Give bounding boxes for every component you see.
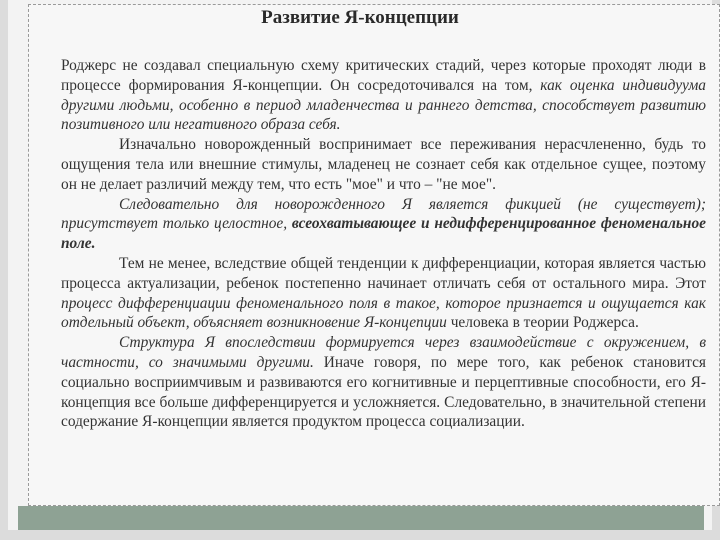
- paragraph-5: [61, 333, 706, 432]
- p5-plain: Иначе говоря, по мере того, как ребенок становится социально восприимчивым и развиваются его когнитивные и перцептивные способности, его Я-концепция все больше дифференцируется и усложняется. Следовательно, в значительной степени содержание Я-концепции является продуктом процесса социализации.: [61, 353, 706, 431]
- p5-italic: Структура Я впоследствии формируется через взаимодействие с окружением, в частности, со значимыми другими.: [61, 334, 706, 371]
- p3-bold: всеохватывающее и недифференцированное феноменальное поле.: [61, 215, 706, 253]
- paragraph-1: [61, 56, 706, 135]
- p4-italic: процесс дифференциации феноменального поля в такое, которое признается и ощущается как отдельный объект, объясняет возникновение Я-концепции: [61, 294, 706, 332]
- bottom-band: [18, 506, 704, 530]
- p1-plain: Роджерс не создавал специальную схему критических стадий, через которые проходят люди в процессе формирования Я-концепции. Он сосредоточивался на том,: [61, 57, 706, 94]
- paragraph-2: [61, 135, 706, 194]
- p4-plain-end: человека в теории Роджерса.: [446, 314, 639, 332]
- body-text: [61, 56, 706, 432]
- p2-plain: Изначально новорожденный воспринимает все переживания нерасчлененно, будь то ощущения тела или внешние стимулы, младенец не сознает себя как отдельное сущее, поэтому он не делает различий между тем, что есть "мое" и что – "не мое".: [61, 136, 706, 193]
- p1-italic: как оценка индивидуума другими людьми, особенно в период младенчества и раннего детства, способствует развитию позитивного или негативного образа себя.: [61, 76, 706, 134]
- p4-plain: Тем не менее, вследствие общей тенденции к дифференциации, которая является частью процесса актуализации, ребенок постепенно начинает отличать себя от остального мира. Этот: [61, 254, 706, 292]
- page-title: Развитие Я-концепции: [261, 7, 459, 28]
- p3-italic: Следовательно для новорожденного Я является фикцией (не существует); присутствует только целостное,: [61, 195, 706, 233]
- paragraph-3: [61, 195, 706, 254]
- paragraph-4: [61, 254, 706, 333]
